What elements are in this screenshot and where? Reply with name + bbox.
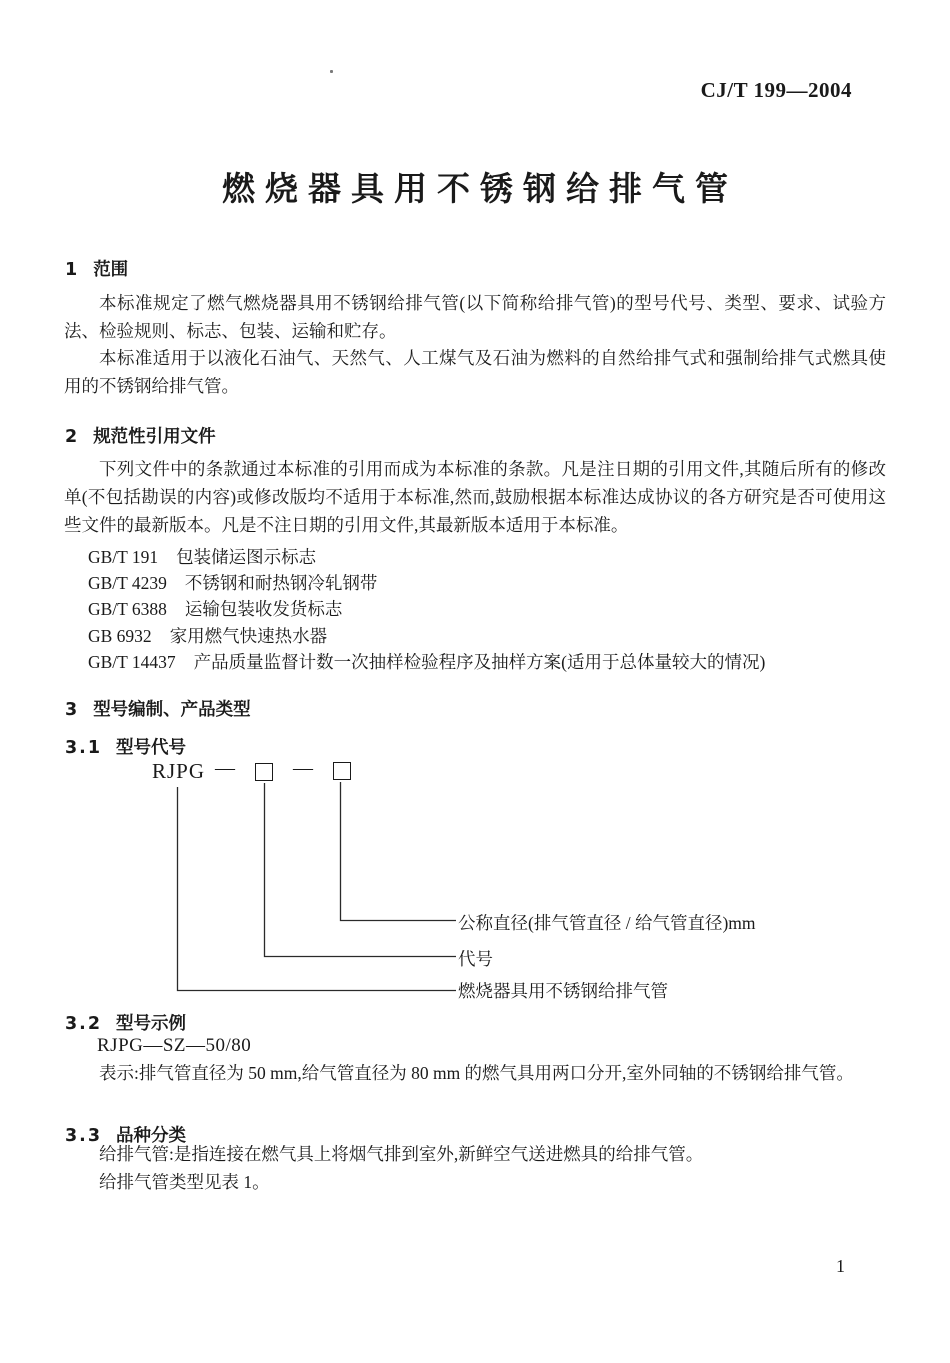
section-1-heading xyxy=(65,256,128,281)
scan-speck xyxy=(330,70,333,73)
section-2-heading xyxy=(65,423,216,448)
diagram-label-code: 代号 xyxy=(458,949,493,969)
reference-code: GB/T 14437 xyxy=(88,651,176,672)
document-title: 燃烧器具用不锈钢给排气管 xyxy=(222,169,738,208)
reference-item xyxy=(88,649,898,675)
section-3-3-paragraph-2: 给排气管类型见表 1。 xyxy=(99,1172,270,1192)
section-3-heading xyxy=(65,696,251,721)
reference-item xyxy=(88,544,898,570)
section-3-2-title: 型号示例 xyxy=(116,1014,187,1034)
section-1-paragraph-1: 本标准规定了燃气燃烧器具用不锈钢给排气管(以下简称给排气管)的型号代号、类型、要求、试验方法、检验规则、标志、包装、运输和贮存。 xyxy=(64,293,886,341)
section-1-number: 1 xyxy=(65,260,80,280)
diagram-label-nominal-diameter: 公称直径(排气管直径 / 给气管直径)mm xyxy=(458,913,756,933)
reference-list xyxy=(88,544,898,675)
standard-code: CJ/T 199—2004 xyxy=(700,78,852,102)
section-3-2-paragraph: 表示:排气管直径为 50 mm,给气管直径为 80 mm 的燃气具用两口分开,室外同轴的不锈钢给排气管。 xyxy=(99,1063,854,1083)
section-3-3-paragraph-1: 给排气管:是指连接在燃气具上将烟气排到室外,新鲜空气送进燃具的给排气管。 xyxy=(99,1144,704,1164)
reference-title: 家用燃气快速热水器 xyxy=(169,625,328,646)
section-3-1-title: 型号代号 xyxy=(116,738,187,758)
section-2-number: 2 xyxy=(65,427,80,447)
diagram-label-product-name: 燃烧器具用不锈钢给排气管 xyxy=(458,981,668,1001)
model-dash-2: — xyxy=(293,757,313,779)
model-prefix-text: RJPG xyxy=(152,759,206,783)
section-3-2-number: 3.2 xyxy=(65,1014,103,1034)
section-3-3-number: 3.3 xyxy=(65,1126,103,1146)
model-dash-1: — xyxy=(215,757,235,779)
section-3-title: 型号编制、产品类型 xyxy=(93,700,251,720)
section-1-paragraph-2: 本标准适用于以液化石油气、天然气、人工煤气及石油为燃料的自然给排气式和强制给排气式燃具使用的不锈钢给排气管。 xyxy=(64,348,886,396)
section-3-number: 3 xyxy=(65,700,80,720)
reference-title: 包装储运图示标志 xyxy=(176,547,317,567)
section-3-2-heading xyxy=(65,1010,186,1035)
reference-title: 不锈钢和耐热钢冷轧钢带 xyxy=(184,573,378,594)
section-3-1-number: 3.1 xyxy=(65,738,103,758)
reference-item xyxy=(88,623,898,649)
section-1-title: 范围 xyxy=(93,260,129,280)
reference-title: 产品质量监督计数一次抽样检验程序及抽样方案(适用于总体量较大的情况) xyxy=(193,651,766,672)
page-number: 1 xyxy=(836,1256,845,1276)
reference-item xyxy=(88,596,898,622)
reference-item xyxy=(88,570,898,596)
reference-code: GB/T 6388 xyxy=(88,599,167,620)
model-example-code: RJPG—SZ—50/80 xyxy=(97,1035,252,1056)
section-2-paragraph-1: 下列文件中的条款通过本标准的引用而成为本标准的条款。凡是注日期的引用文件,其随后所有的修改单(不包括勘误的内容)或修改版均不适用于本标准,然而,鼓励根据本标准达成协议的各方研究是否可使用这些文件的最新版本。凡是不注日期的引用文件,其最新版本适用于本标准。 xyxy=(64,459,886,535)
model-box-2 xyxy=(333,762,351,780)
model-box-1 xyxy=(255,763,273,781)
section-3-1-heading xyxy=(65,734,186,759)
section-2-title: 规范性引用文件 xyxy=(93,427,216,447)
reference-title: 运输包装收发货标志 xyxy=(184,599,343,620)
reference-code: GB 6932 xyxy=(88,625,152,646)
section-3-3-title: 品种分类 xyxy=(116,1126,187,1146)
reference-code: GB/T 4239 xyxy=(88,573,167,594)
reference-code: GB/T 191 xyxy=(88,547,159,567)
